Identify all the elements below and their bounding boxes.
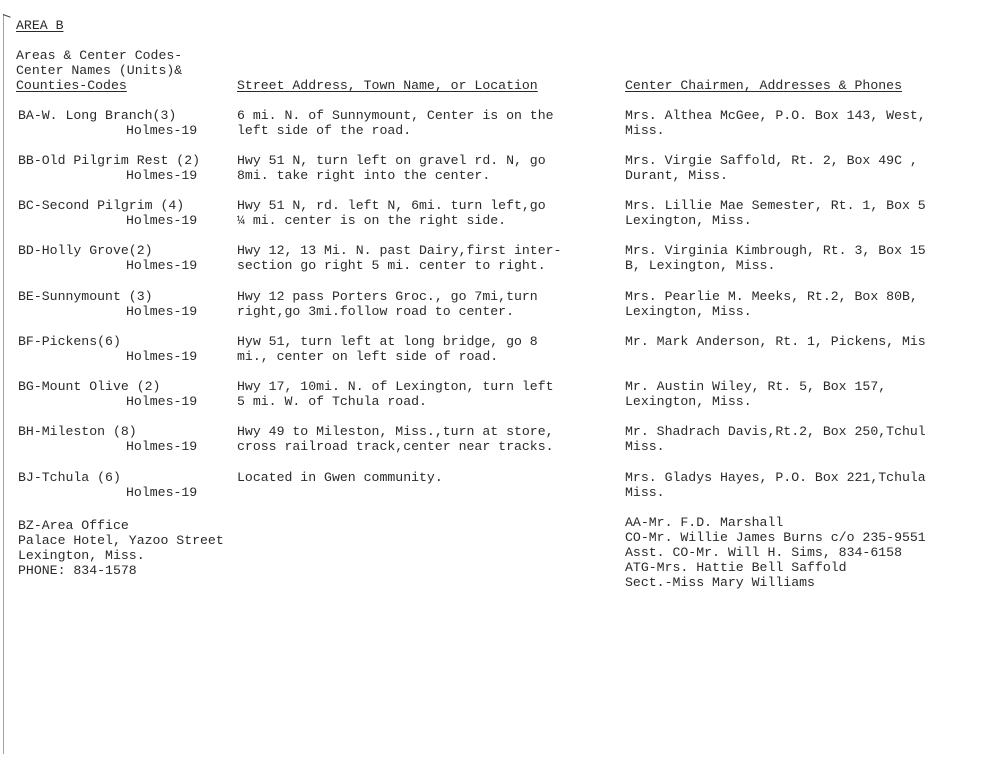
header-col3: Center Chairmen, Addresses & Phones xyxy=(625,78,902,93)
address-line: mi., center on left side of road. xyxy=(237,349,499,364)
officer-line: ATG-Mrs. Hattie Bell Saffold xyxy=(625,560,847,575)
address-line: ¼ mi. center is on the right side. xyxy=(237,213,507,228)
area-office-line: Palace Hotel, Yazoo Street xyxy=(18,533,224,548)
chairman-line: Mrs. Gladys Hayes, P.O. Box 221,Tchula xyxy=(625,470,926,485)
county-code: Holmes-19 xyxy=(126,168,198,183)
area-office-line: Lexington, Miss. xyxy=(18,548,145,563)
county-code: Holmes-19 xyxy=(126,123,198,138)
chairman-line: Mrs. Pearlie M. Meeks, Rt.2, Box 80B, xyxy=(625,289,918,304)
address-line: 8mi. take right into the center. xyxy=(237,168,491,183)
address-line: Hwy 12, 13 Mi. N. past Dairy,first inter- xyxy=(237,243,562,258)
chairman-line: Mrs. Althea McGee, P.O. Box 143, West, xyxy=(625,108,926,123)
address-line: Hwy 12 pass Porters Groc., go 7mi,turn xyxy=(237,289,538,304)
header-col2: Street Address, Town Name, or Location xyxy=(237,78,538,93)
address-line: Hwy 51 N, rd. left N, 6mi. turn left,go xyxy=(237,198,546,213)
county-code: Holmes-19 xyxy=(126,213,198,228)
officer-line: Sect.-Miss Mary Williams xyxy=(625,575,815,590)
center-name: BF-Pickens(6) xyxy=(18,334,121,349)
chairman-line: Mrs. Virginia Kimbrough, Rt. 3, Box 15 xyxy=(625,243,926,258)
chairman-line: Miss. xyxy=(625,485,665,500)
chairman-line: Lexington, Miss. xyxy=(625,304,752,319)
county-code: Holmes-19 xyxy=(126,304,198,319)
address-line: Hwy 51 N, turn left on gravel rd. N, go xyxy=(237,153,546,168)
address-line: Hwy 49 to Mileston, Miss.,turn at store, xyxy=(237,424,554,439)
center-name: BG-Mount Olive (2) xyxy=(18,379,161,394)
center-name: BH-Mileston (8) xyxy=(18,424,137,439)
chairman-line: B, Lexington, Miss. xyxy=(625,258,776,273)
chairman-line: Mr. Austin Wiley, Rt. 5, Box 157, xyxy=(625,379,887,394)
address-line: left side of the road. xyxy=(237,123,412,138)
address-line: right,go 3mi.follow road to center. xyxy=(237,304,514,319)
chairman-line: Durant, Miss. xyxy=(625,168,728,183)
chairman-line: Miss. xyxy=(625,439,665,454)
address-line: 6 mi. N. of Sunnymount, Center is on the xyxy=(237,108,554,123)
county-code: Holmes-19 xyxy=(126,485,198,500)
center-name: BJ-Tchula (6) xyxy=(18,470,121,485)
chairman-line: Lexington, Miss. xyxy=(625,213,752,228)
chairman-line: Mrs. Virgie Saffold, Rt. 2, Box 49C , xyxy=(625,153,918,168)
center-name: BA-W. Long Branch(3) xyxy=(18,108,177,123)
county-code: Holmes-19 xyxy=(126,258,198,273)
address-line: Hwy 17, 10mi. N. of Lexington, turn left xyxy=(237,379,554,394)
address-line: Hyw 51, turn left at long bridge, go 8 xyxy=(237,334,538,349)
center-name: BC-Second Pilgrim (4) xyxy=(18,198,185,213)
officer-line: CO-Mr. Willie James Burns c/o 235-9551 xyxy=(625,530,926,545)
area-title: AREA B xyxy=(16,18,64,33)
header-col1-line1: Areas & Center Codes- xyxy=(16,48,183,63)
chairman-line: Mr. Shadrach Davis,Rt.2, Box 250,Tchul xyxy=(625,424,926,439)
address-line: 5 mi. W. of Tchula road. xyxy=(237,394,427,409)
center-name: BE-Sunnymount (3) xyxy=(18,289,153,304)
corner-mark xyxy=(3,14,11,18)
address-line: section go right 5 mi. center to right. xyxy=(237,258,546,273)
officer-line: Asst. CO-Mr. Will H. Sims, 834-6158 xyxy=(625,545,902,560)
chairman-line: Lexington, Miss. xyxy=(625,394,752,409)
center-name: BB-Old Pilgrim Rest (2) xyxy=(18,153,201,168)
county-code: Holmes-19 xyxy=(126,439,198,454)
page-margin-line xyxy=(3,14,4,754)
county-code: Holmes-19 xyxy=(126,349,198,364)
header-col1-line2: Center Names (Units)& xyxy=(16,63,183,78)
county-code: Holmes-19 xyxy=(126,394,198,409)
area-office-phone: PHONE: 834-1578 xyxy=(18,563,137,578)
chairman-line: Miss. xyxy=(625,123,665,138)
address-line: Located in Gwen community. xyxy=(237,470,443,485)
chairman-line: Mr. Mark Anderson, Rt. 1, Pickens, Mis xyxy=(625,334,926,349)
chairman-line: Mrs. Lillie Mae Semester, Rt. 1, Box 5 xyxy=(625,198,926,213)
address-line: cross railroad track,center near tracks. xyxy=(237,439,554,454)
area-office-line: BZ-Area Office xyxy=(18,518,129,533)
header-col1-line3: Counties-Codes xyxy=(16,78,127,93)
officer-line: AA-Mr. F.D. Marshall xyxy=(625,515,784,530)
center-name: BD-Holly Grove(2) xyxy=(18,243,153,258)
